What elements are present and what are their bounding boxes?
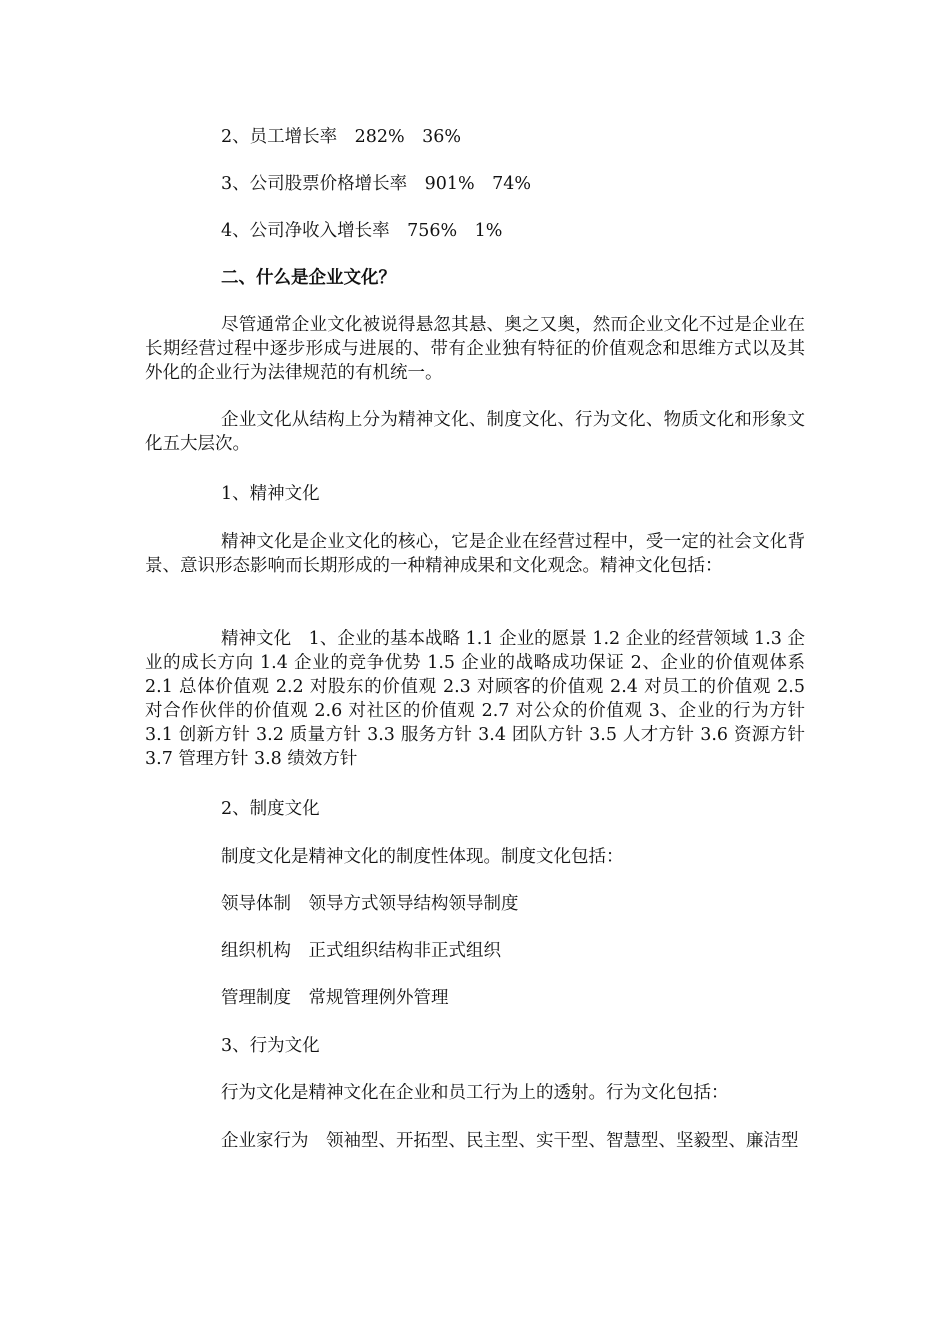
subheading-system-culture: 2、制度文化 bbox=[221, 799, 320, 819]
system-item-organization: 组织机构 正式组织结构非正式组织 bbox=[221, 941, 501, 961]
paragraph-spirit-culture: 精神文化是企业文化的核心，它是企业在经营过程中，受一定的社会文化背景、意识形态影响而长期形成的一种精神成果和文化观念。精神文化包括： bbox=[145, 532, 805, 576]
paragraph-structure: 企业文化从结构上分为精神文化、制度文化、行为文化、物质文化和形象文化五大层次。 bbox=[145, 410, 805, 454]
subheading-spirit-culture: 1、精神文化 bbox=[221, 484, 320, 504]
stat-stock-price-growth: 3、公司股票价格增长率 901% 74% bbox=[221, 174, 532, 194]
paragraph-system-culture: 制度文化是精神文化的制度性体现。制度文化包括： bbox=[221, 847, 624, 867]
stat-employee-growth: 2、员工增长率 282% 36% bbox=[221, 127, 462, 147]
paragraph-definition: 尽管通常企业文化被说得悬忽其悬、奥之又奥，然而企业文化不过是企业在长期经营过程中逐步形成与进展的、带有企业独有特征的价值观念和思维方式以及其外化的企业行为法律规范的有机统一。 bbox=[145, 315, 805, 383]
section-heading-what-is-culture: 二、什么是企业文化？ bbox=[221, 268, 396, 288]
stat-net-income-growth: 4、公司净收入增长率 756% 1% bbox=[221, 221, 503, 241]
system-item-leadership: 领导体制 领导方式领导结构领导制度 bbox=[221, 894, 519, 914]
paragraph-spirit-culture-list: 精神文化 1、企业的基本战略 1.1 企业的愿景 1.2 企业的经营领域 1.3 企业的成长方向 1.4 企业的竞争优势 1.5 企业的战略成功保证 2、企业的价值观体系 2.1 总体价值观 2.2 对股东的价值观 2.3 对顾客的价值观 2.4 对员工的价值观 2.5 对合作伙伴的价值观 2.6 对社区的价值观 2.7 对公众的价值观 3、企业的行为方针 3.1 创新方针 3.2 质量方针 3.3 服务方针 3.4 团队方针 3.5 人才方针 3.6 资源方针 3.7 管理方针 3.8 绩效方针 bbox=[145, 629, 805, 769]
system-item-management: 管理制度 常规管理例外管理 bbox=[221, 988, 449, 1008]
subheading-behavior-culture: 3、行为文化 bbox=[221, 1036, 320, 1056]
paragraph-behavior-culture: 行为文化是精神文化在企业和员工行为上的透射。行为文化包括： bbox=[221, 1083, 729, 1103]
paragraph-entrepreneur-behavior: 企业家行为 领袖型、开拓型、民主型、实干型、智慧型、坚毅型、廉洁型 bbox=[221, 1131, 799, 1151]
